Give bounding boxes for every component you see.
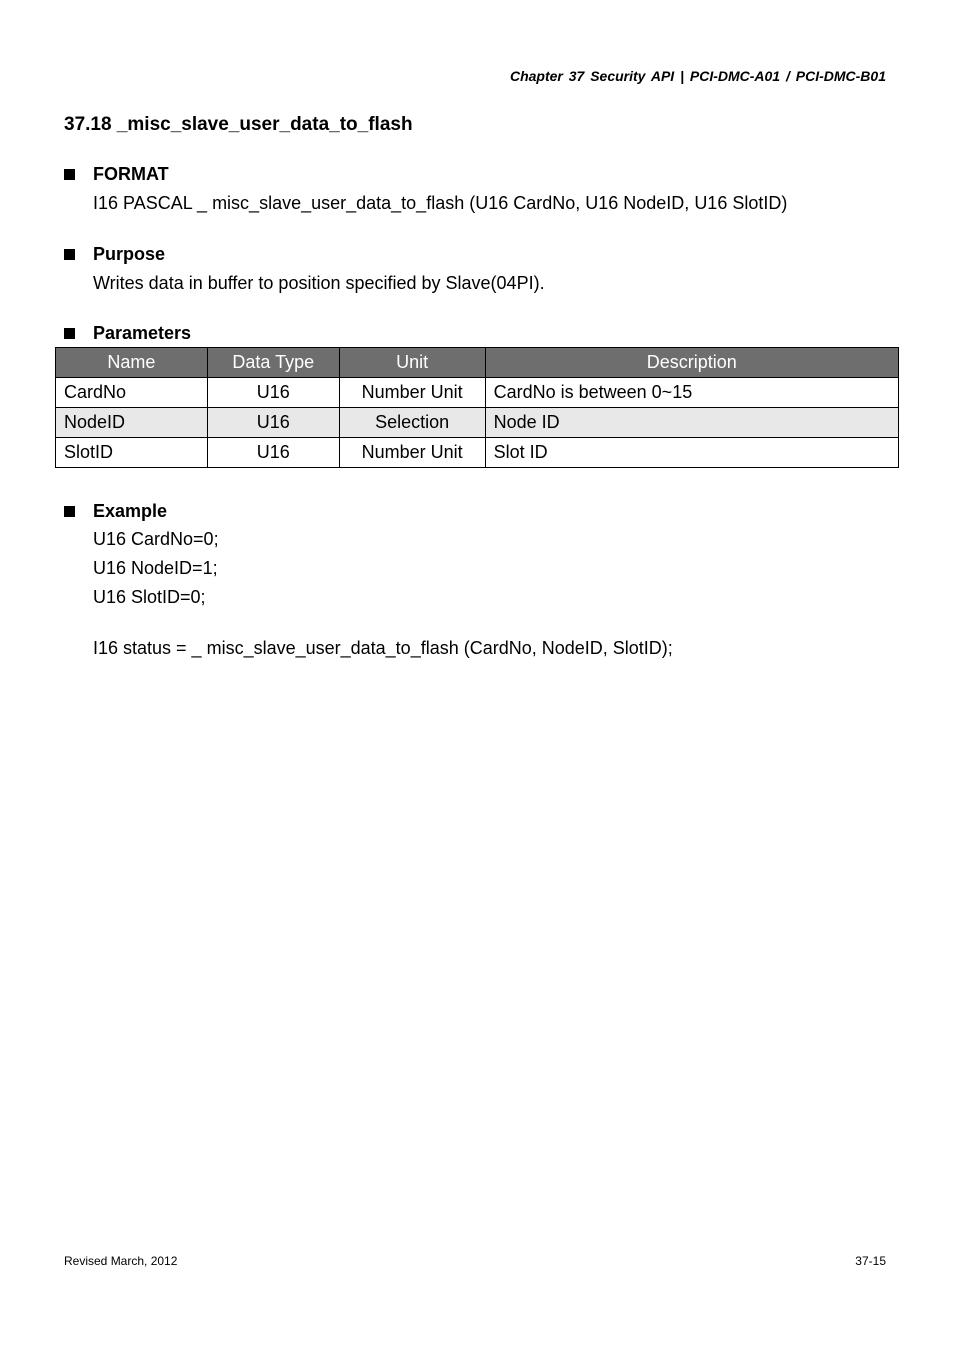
parameters-section — [64, 321, 191, 345]
format-heading-label: FORMAT — [93, 163, 169, 184]
format-heading — [64, 162, 787, 186]
square-bullet-icon — [64, 169, 75, 180]
cell-description: Slot ID — [485, 438, 898, 468]
cell-description: CardNo is between 0~15 — [485, 378, 898, 408]
cell-data-type: U16 — [207, 378, 339, 408]
example-section — [64, 499, 673, 663]
purpose-text: Writes data in buffer to position specified by Slave(04PI). — [93, 273, 545, 293]
cell-name: NodeID — [56, 408, 208, 438]
purpose-section — [64, 242, 545, 298]
table-row — [56, 438, 899, 468]
parameters-heading — [64, 321, 191, 345]
example-line: U16 CardNo=0; — [93, 529, 219, 549]
parameters-table — [55, 347, 899, 468]
running-header: Chapter 37 Security API | PCI-DMC-A01 / PCI-DMC-B01 — [509, 68, 886, 84]
table-header-row — [56, 348, 899, 378]
purpose-heading — [64, 242, 545, 266]
cell-description: Node ID — [485, 408, 898, 438]
cell-data-type: U16 — [207, 408, 339, 438]
footer-page-number: 37-15 — [855, 1254, 886, 1268]
square-bullet-icon — [64, 249, 75, 260]
cell-unit: Selection — [339, 408, 485, 438]
column-header-data-type: Data Type — [207, 348, 339, 378]
format-signature: I16 PASCAL _ misc_slave_user_data_to_flash (U16 CardNo, U16 NodeID, U16 SlotID) — [93, 193, 788, 213]
footer-revision: Revised March, 2012 — [64, 1254, 178, 1268]
square-bullet-icon — [64, 328, 75, 339]
cell-data-type: U16 — [207, 438, 339, 468]
table-row — [56, 378, 899, 408]
format-section — [64, 162, 787, 218]
example-call: I16 status = _ misc_slave_user_data_to_flash (CardNo, NodeID, SlotID); — [93, 638, 673, 658]
square-bullet-icon — [64, 506, 75, 517]
column-header-description: Description — [485, 348, 898, 378]
example-line: U16 SlotID=0; — [93, 587, 206, 607]
cell-name: CardNo — [56, 378, 208, 408]
cell-name: SlotID — [56, 438, 208, 468]
example-line: U16 NodeID=1; — [93, 558, 218, 578]
cell-unit: Number Unit — [339, 378, 485, 408]
column-header-unit: Unit — [339, 348, 485, 378]
example-heading-label: Example — [93, 500, 168, 521]
column-header-name: Name — [56, 348, 208, 378]
example-heading — [64, 499, 673, 523]
section-title: 37.18 _misc_slave_user_data_to_flash — [64, 114, 413, 135]
table-row — [56, 408, 899, 438]
purpose-heading-label: Purpose — [93, 243, 166, 264]
parameters-heading-label: Parameters — [93, 322, 192, 343]
cell-unit: Number Unit — [339, 438, 485, 468]
